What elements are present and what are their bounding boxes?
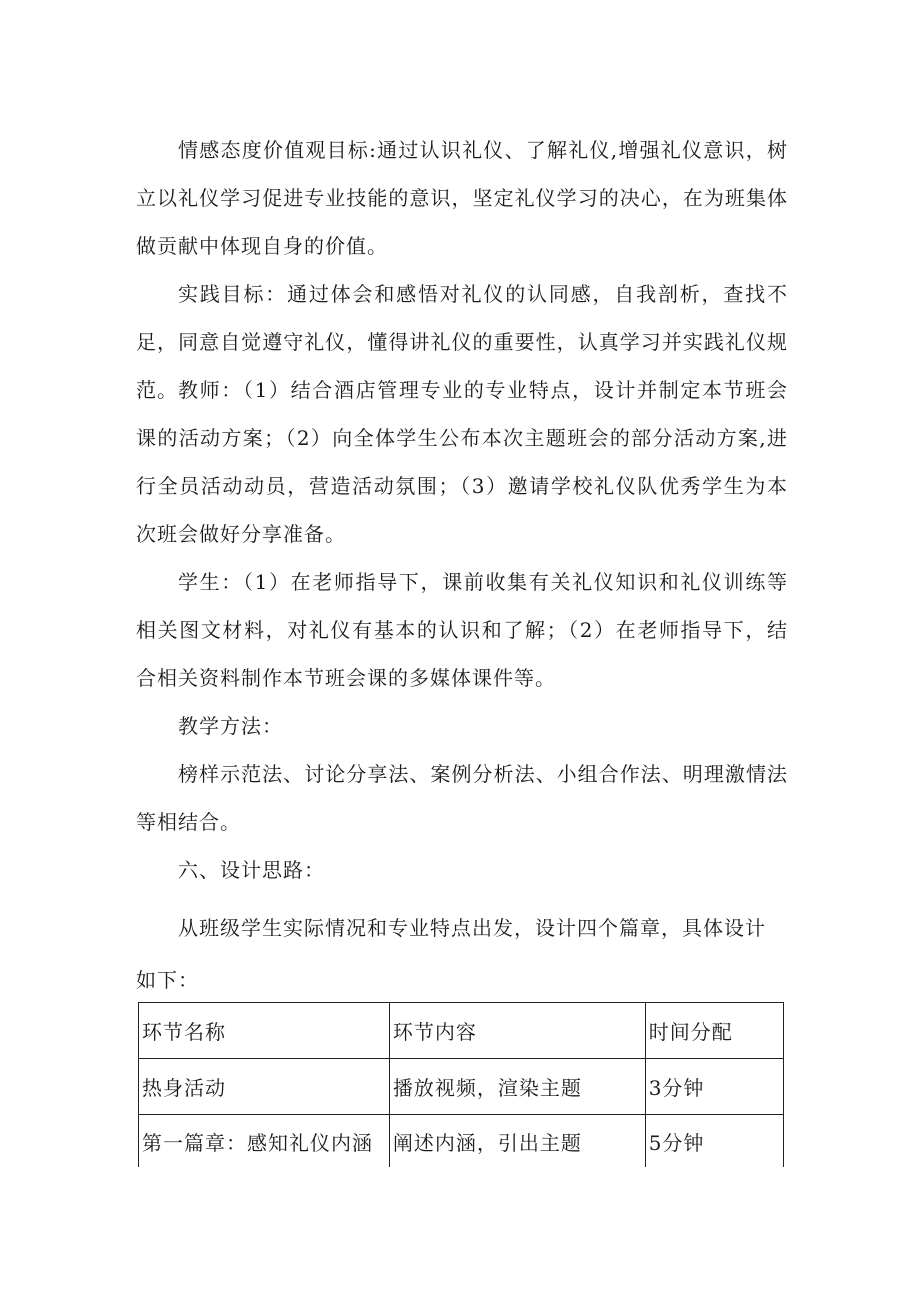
- paragraph-teacher: 教师：（1）结合酒店管理专业的专业特点，设计并制定本节班会课的活动方案；（2）向全体学生公布本次主题班会的部分活动方案,进行全员活动动员，营造活动氛围；（3）邀请学校礼仪队优秀学生为本次班会做好分享准备。: [136, 378, 788, 546]
- table-row: [139, 1115, 784, 1168]
- heading-teaching-method: 教学方法：: [178, 714, 283, 738]
- table-header-cell: 时间分配: [645, 1003, 783, 1059]
- paragraph-teaching-method: 榜样示范法、讨论分享法、案例分析法、小组合作法、明理激情法等相结合。: [136, 762, 788, 834]
- paragraph-emotion-goal: 情感态度价值观目标:通过认识礼仪、了解礼仪,增强礼仪意识，树立以礼仪学习促进专业技能的意识，坚定礼仪学习的决心，在为班集体做贡献中体现自身的价值。: [136, 138, 788, 258]
- table-header-cell: 环节内容: [389, 1003, 645, 1059]
- paragraph-student: 学生：（1）在老师指导下，课前收集有关礼仪知识和礼仪训练等相关图文材料，对礼仪有基本的认识和了解；（2）在老师指导下，结合相关资料制作本节班会课的多媒体课件等。: [136, 570, 788, 690]
- table-row: [139, 1059, 784, 1115]
- table-header-row: [139, 1003, 784, 1059]
- paragraph-design-idea-line2: 如下：: [136, 968, 199, 992]
- heading-design-idea: 六、设计思路：: [178, 858, 325, 882]
- design-plan-table: [138, 1002, 784, 1167]
- table-cell: 第一篇章：感知礼仪内涵: [139, 1115, 390, 1168]
- table-cell: 3分钟: [645, 1059, 783, 1115]
- table-cell: 播放视频，渲染主题: [389, 1059, 645, 1115]
- table-cell: 热身活动: [139, 1059, 390, 1115]
- paragraph-design-idea-line1: 从班级学生实际情况和专业特点出发，设计四个篇章，具体设计: [178, 916, 766, 940]
- paragraph-practice-goal: 实践目标：通过体会和感悟对礼仪的认同感，自我剖析，查找不足，同意自觉遵守礼仪，懂得讲礼仪的重要性，认真学习并实践礼仪规范。: [136, 282, 788, 402]
- table-cell: 阐述内涵，引出主题: [389, 1115, 645, 1168]
- table-cell: 5分钟: [645, 1115, 783, 1168]
- table-header-cell: 环节名称: [139, 1003, 390, 1059]
